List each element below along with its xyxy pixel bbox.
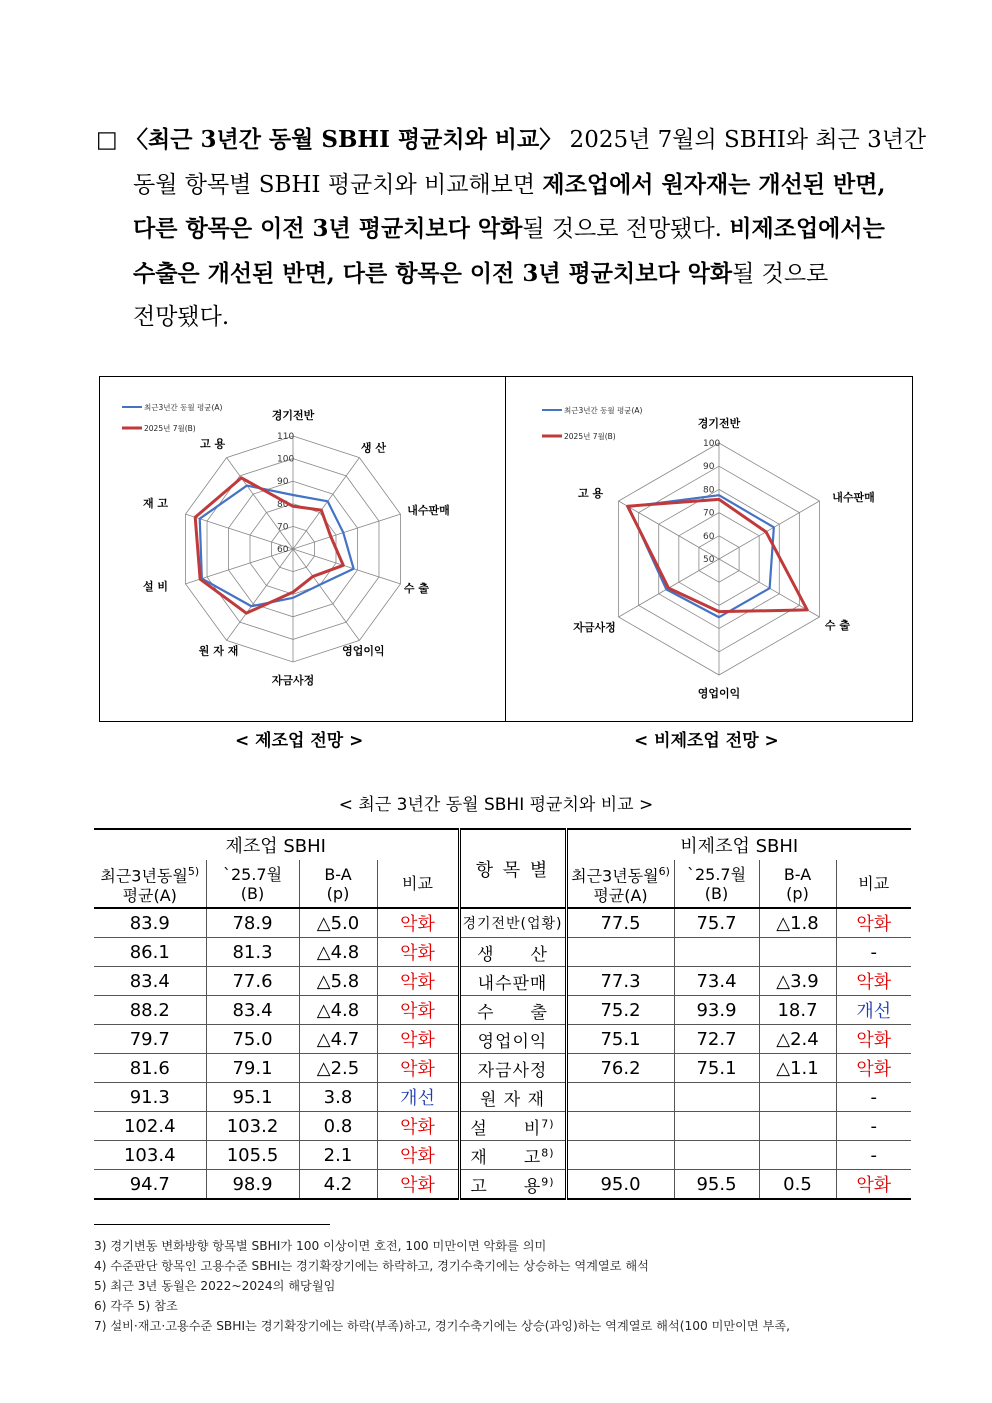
table-cell xyxy=(566,1141,674,1170)
table-cell: 4.2 xyxy=(299,1170,377,1200)
column-header: 최근3년동월$^{5)}$ 평균(A) xyxy=(94,860,206,908)
column-header: 최근3년동월$^{6)}$ 평균(A) xyxy=(566,860,674,908)
table-cell: 105.5 xyxy=(206,1141,299,1170)
column-header: 비교 xyxy=(836,860,911,908)
tick-label: 60 xyxy=(277,545,289,555)
grid-spoke xyxy=(227,549,293,640)
axis-label: 고 용 xyxy=(200,437,226,451)
item-label: 내수판매 xyxy=(459,967,566,996)
table-cell: 악화 xyxy=(377,1170,459,1200)
table-cell: 78.9 xyxy=(206,908,299,938)
legend-label: 최근3년간 동월 평균(A) xyxy=(564,406,643,415)
table-cell: 3.8 xyxy=(299,1083,377,1112)
axis-label: 수 출 xyxy=(403,581,430,595)
item-label: 설 비$^{7)}$ xyxy=(459,1112,566,1141)
tick-label: 90 xyxy=(277,477,289,488)
table-cell: 98.9 xyxy=(206,1170,299,1200)
table-row xyxy=(94,1112,911,1141)
table-cell: 83.4 xyxy=(94,967,206,996)
para-heading: 〈최근 3년간 동월 SBHI 평균치와 비교〉 xyxy=(125,126,563,153)
axis-label: 자금사정 xyxy=(271,674,315,687)
table-cell xyxy=(566,938,674,967)
tick-label: 90 xyxy=(703,462,715,473)
table-cell: - xyxy=(836,1141,911,1170)
axis-label: 설 비 xyxy=(142,579,169,593)
grid-spoke xyxy=(293,549,359,640)
grid-spoke xyxy=(293,458,359,549)
table-row xyxy=(94,1054,911,1083)
bullet-square: □ xyxy=(96,127,118,153)
axis-label: 재 고 xyxy=(142,497,169,511)
table-row xyxy=(94,1025,911,1054)
table-cell: 75.1 xyxy=(674,1054,759,1083)
table-cell: 악화 xyxy=(377,967,459,996)
table-cell xyxy=(674,1112,759,1141)
table-cell: 75.0 xyxy=(206,1025,299,1054)
table-cell: 83.4 xyxy=(206,996,299,1025)
table-cell: 103.4 xyxy=(94,1141,206,1170)
table-cell: 83.9 xyxy=(94,908,206,938)
table-cell: 개선 xyxy=(377,1083,459,1112)
tick-label: 80 xyxy=(277,499,289,510)
table-cell: 88.2 xyxy=(94,996,206,1025)
footnotes xyxy=(94,1236,790,1336)
para-line3: 될 것으로 전망됐다. xyxy=(522,216,730,242)
item-label: 경기전반(업황) xyxy=(459,908,566,938)
table-cell xyxy=(759,1112,836,1141)
tick-label: 60 xyxy=(703,531,715,542)
item-label: 원 자 재 xyxy=(459,1083,566,1112)
table-cell: - xyxy=(836,1112,911,1141)
column-header: B-A (p) xyxy=(299,860,377,908)
table-cell xyxy=(759,938,836,967)
legend-label: 2025년 7월(B) xyxy=(144,424,196,433)
table-caption: < 최근 3년간 동월 SBHI 평균치와 비교 > xyxy=(338,795,654,815)
table-cell: 77.5 xyxy=(566,908,674,938)
table-cell: 73.4 xyxy=(674,967,759,996)
table-cell: 악화 xyxy=(836,1170,911,1200)
table-cell: △4.8 xyxy=(299,938,377,967)
table-cell: - xyxy=(836,938,911,967)
para-line3-bold: 다른 항목은 이전 3년 평균치보다 악화 xyxy=(133,215,523,242)
tick-label: 70 xyxy=(277,522,289,533)
para-line1-rest: 2025년 7월의 SBHI와 최근 3년간 xyxy=(562,127,927,153)
axis-label: 수 출 xyxy=(824,619,851,632)
item-label: 고 용$^{9)}$ xyxy=(459,1170,566,1200)
table-cell xyxy=(674,938,759,967)
table-cell: △1.8 xyxy=(759,908,836,938)
table-row xyxy=(94,938,911,967)
chart-frame xyxy=(99,376,913,722)
table-cell: △5.8 xyxy=(299,967,377,996)
tick-label: 50 xyxy=(703,555,715,565)
nonmanufacturing-radar-chart xyxy=(506,377,912,721)
legend-label: 2025년 7월(B) xyxy=(564,432,616,441)
table-cell xyxy=(566,1112,674,1141)
table-cell xyxy=(759,1141,836,1170)
tick-label: 100 xyxy=(703,439,721,449)
table-cell: 103.2 xyxy=(206,1112,299,1141)
table-cell: 2.1 xyxy=(299,1141,377,1170)
para-line4-bold: 수출은 개선된 반면, 다른 항목은 이전 3년 평균치보다 악화 xyxy=(133,259,733,287)
axis-label: 고 용 xyxy=(577,487,604,500)
sbhi-comparison-table xyxy=(94,828,911,1200)
legend-label: 최근3년간 동월 평균(A) xyxy=(144,403,223,412)
table-row xyxy=(94,908,911,938)
footnote: 7) 설비·재고·고용수준 SBHI는 경기확장기에는 하락(부족)하고, 경기수축기에는 상승(과잉)하는 역계열로 해석(100 미만이면 부족, xyxy=(94,1319,790,1333)
table-cell: 개선 xyxy=(836,996,911,1025)
axis-label: 영업이익 xyxy=(697,687,741,700)
table-cell: 0.5 xyxy=(759,1170,836,1200)
axis-label: 자금사정 xyxy=(573,621,616,634)
table-cell: 95.1 xyxy=(206,1083,299,1112)
table-cell: 93.9 xyxy=(674,996,759,1025)
footnote: 4) 수준판단 항목인 고용수준 SBHI는 경기확장기에는 하락하고, 경기수축기에는 상승하는 역계열로 해석 xyxy=(94,1259,649,1273)
table-cell: 악화 xyxy=(377,908,459,938)
mfg-header: 제조업 SBHI xyxy=(94,829,459,860)
table-row xyxy=(94,1083,911,1112)
table-cell: 0.8 xyxy=(299,1112,377,1141)
axis-label: 영업이익 xyxy=(342,644,385,658)
table-cell xyxy=(566,1083,674,1112)
table-cell: △1.1 xyxy=(759,1054,836,1083)
footnote: 5) 최근 3년 동월은 2022~2024의 해당월임 xyxy=(94,1279,336,1293)
table-cell: 79.1 xyxy=(206,1054,299,1083)
series-line-current xyxy=(195,478,343,613)
item-label: 수 출 xyxy=(459,996,566,1025)
axis-label: 원 자 재 xyxy=(198,644,239,658)
footnote: 6) 각주 5) 참조 xyxy=(94,1299,178,1313)
table-cell: 18.7 xyxy=(759,996,836,1025)
table-cell: 91.3 xyxy=(94,1083,206,1112)
table-cell xyxy=(674,1083,759,1112)
para-line2-bold: 제조업에서 원자재는 개선된 반면, xyxy=(542,170,886,198)
column-header: B-A (p) xyxy=(759,860,836,908)
tick-label: 70 xyxy=(703,508,715,519)
manufacturing-radar-chart xyxy=(100,377,505,721)
table-row xyxy=(94,1141,911,1170)
table-cell: 75.7 xyxy=(674,908,759,938)
table-cell xyxy=(674,1141,759,1170)
table-cell: 악화 xyxy=(377,1054,459,1083)
axis-label: 경기전반 xyxy=(271,409,315,422)
table-cell: 악화 xyxy=(377,1141,459,1170)
item-label: 영업이익 xyxy=(459,1025,566,1054)
nonmanufacturing-chart-caption: < 비제조업 전망 > xyxy=(634,731,779,751)
table-cell: 악화 xyxy=(836,908,911,938)
table-cell: 81.3 xyxy=(206,938,299,967)
para-line4: 될 것으로 xyxy=(732,260,829,287)
table-cell: 악화 xyxy=(377,1025,459,1054)
table-cell: △3.9 xyxy=(759,967,836,996)
manufacturing-chart-caption: < 제조업 전망 > xyxy=(235,731,364,751)
footnote-divider xyxy=(94,1224,330,1225)
tick-label: 80 xyxy=(703,485,715,496)
table-row xyxy=(94,996,911,1025)
axis-label: 내수판매 xyxy=(832,491,875,504)
table-cell: 86.1 xyxy=(94,938,206,967)
table-row xyxy=(94,1170,911,1200)
table-cell: △4.8 xyxy=(299,996,377,1025)
table-cell: 95.0 xyxy=(566,1170,674,1200)
footnote: 3) 경기변동 변화방향 항목별 SBHI가 100 이상이면 호전, 100 미만이면 악화를 의미 xyxy=(94,1239,547,1253)
column-header: `25.7월 (B) xyxy=(674,860,759,908)
table-cell: 악화 xyxy=(377,938,459,967)
table-cell: △2.4 xyxy=(759,1025,836,1054)
table-cell: 102.4 xyxy=(94,1112,206,1141)
table-cell: 악화 xyxy=(377,996,459,1025)
table-cell: 악화 xyxy=(377,1112,459,1141)
item-label: 자금사정 xyxy=(459,1054,566,1083)
table-cell: 75.1 xyxy=(566,1025,674,1054)
table-cell: 77.6 xyxy=(206,967,299,996)
table-cell: 악화 xyxy=(836,1025,911,1054)
table-cell: △2.5 xyxy=(299,1054,377,1083)
tick-label: 110 xyxy=(277,432,295,442)
table-row xyxy=(94,967,911,996)
column-header: `25.7월 (B) xyxy=(206,860,299,908)
axis-label: 생 산 xyxy=(360,441,386,455)
item-header: 항 목 별 xyxy=(459,829,566,908)
table-cell: 77.3 xyxy=(566,967,674,996)
table-cell xyxy=(759,1083,836,1112)
axis-label: 내수판매 xyxy=(407,504,450,518)
table-cell: 76.2 xyxy=(566,1054,674,1083)
table-cell: 75.2 xyxy=(566,996,674,1025)
para-line2: 동월 항목별 SBHI 평균치와 비교해보면 xyxy=(133,171,543,198)
para-line5: 전망됐다. xyxy=(133,304,230,330)
table-cell: 81.6 xyxy=(94,1054,206,1083)
table-cell: 악화 xyxy=(836,1054,911,1083)
tick-label: 100 xyxy=(277,454,295,465)
column-header: 비교 xyxy=(377,860,459,908)
table-cell: 94.7 xyxy=(94,1170,206,1200)
item-label: 생 산 xyxy=(459,938,566,967)
table-cell: - xyxy=(836,1083,911,1112)
table-cell: 악화 xyxy=(836,967,911,996)
summary-paragraph xyxy=(96,118,927,340)
table-cell: △5.0 xyxy=(299,908,377,938)
table-cell: 72.7 xyxy=(674,1025,759,1054)
table-cell: △4.7 xyxy=(299,1025,377,1054)
para-line3-bold2: 비제조업에서는 xyxy=(729,215,885,242)
table-cell: 95.5 xyxy=(674,1170,759,1200)
nonmfg-header: 비제조업 SBHI xyxy=(566,829,911,860)
table-cell: 79.7 xyxy=(94,1025,206,1054)
item-label: 재 고$^{8)}$ xyxy=(459,1141,566,1170)
axis-label: 경기전반 xyxy=(697,417,741,430)
